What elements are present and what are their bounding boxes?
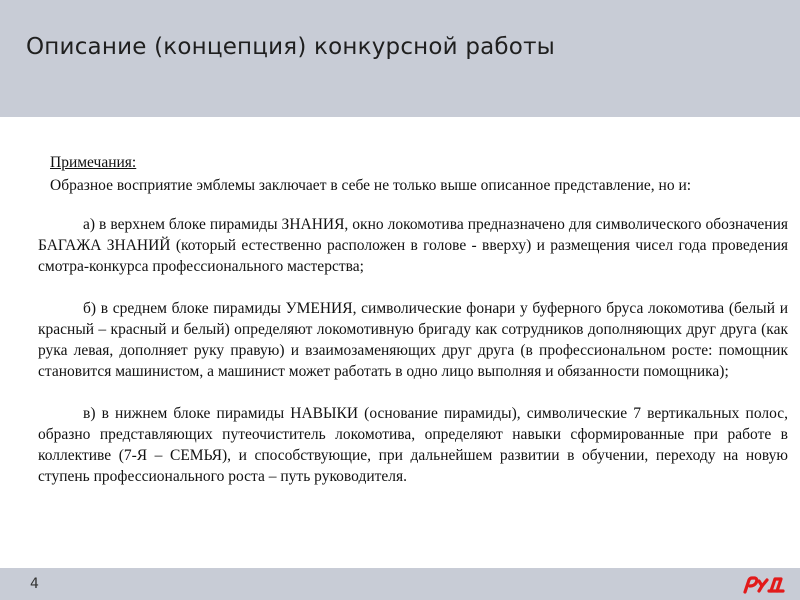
title-band xyxy=(0,0,800,117)
slide-title: Описание (концепция) конкурсной работы xyxy=(26,34,556,60)
notes-heading: Примечания: xyxy=(50,154,137,171)
rzd-logo-icon xyxy=(741,575,785,595)
intro-paragraph: Образное восприятие эмблемы заключает в себе не только выше описанное представление, но и: xyxy=(50,177,692,194)
page-number: 4 xyxy=(30,576,39,592)
footer-band xyxy=(0,568,800,600)
item-c: в) в нижнем блоке пирамиды НАВЫКИ (основание пирамиды), символические 7 вертикальных полос, образно представляющих путеочиститель локомотива, определяют навыки сформированные при работе в коллективе (7-Я – СЕМЬЯ), и способствующие, при дальнейшем развитии в обучении, переходу на новую ступень профессионального роста – путь руководителя. xyxy=(38,405,788,485)
slide-body xyxy=(38,152,788,508)
item-a: а) в верхнем блоке пирамиды ЗНАНИЯ, окно локомотива предназначено для символического обозначения БАГАЖА ЗНАНИЙ (который естественно расположен в голове - вверху) и размещения чисел года проведения смотра-конкурса профессионального мастерства; xyxy=(38,216,788,275)
item-b: б) в среднем блоке пирамиды УМЕНИЯ, символические фонари у буферного бруса локомотива (белый и красный – красный и белый) определяют локомотивную бригаду как сотрудников дополняющих друг друга (как рука левая, дополняет руку правую) и взаимозаменяющих друг друга (в профессиональном росте: помощник становится машинистом, а машинист может работать в одно лицо выполняя и обязанности помощника); xyxy=(38,300,788,380)
